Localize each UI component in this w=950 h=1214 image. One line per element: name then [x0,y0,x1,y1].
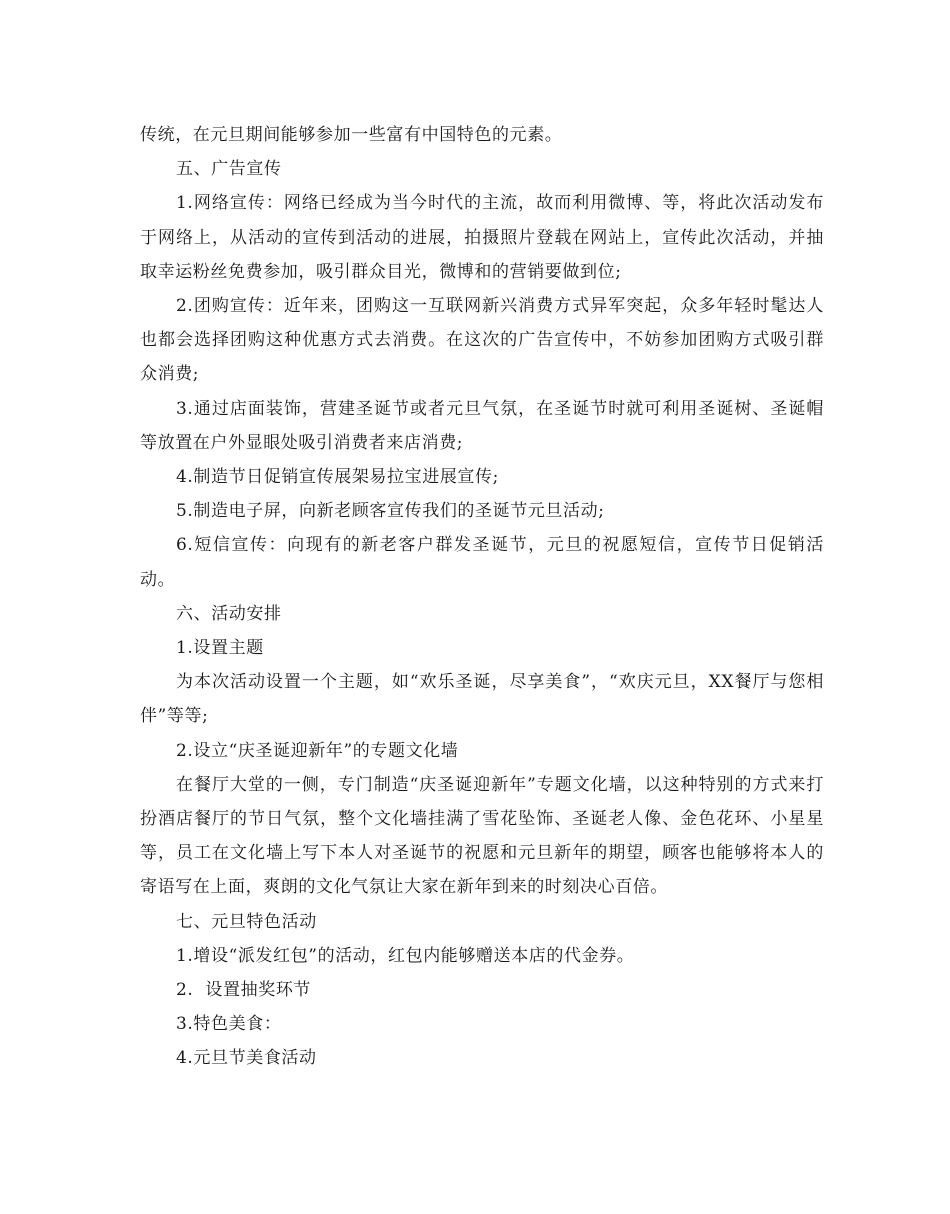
paragraph-electronic-screen: 5.制造电子屏，向新老顾客宣传我们的圣诞节元旦活动; [176,501,605,522]
paragraph-special-food: 3.特色美食： [176,1014,282,1035]
paragraph-continuation: 传统，在元旦期间能够参加一些富有中国特色的元素。 [140,125,563,145]
paragraph-food-event: 4.元旦节美食活动 [176,1048,317,1069]
paragraph-culture-wall: 在餐厅大堂的一侧，专门制造“庆圣诞迎新年”专题文化墙，以这种特别的方式来打扮酒店餐厅的节日气氛，整个文化墙挂满了雪花坠饰、圣诞老人像、金色花环、小星星等，员工在文化墙上写下本人对圣诞节的祝愿和元旦新年的期望，顾客也能够将本人的寄语写在上面，爽朗的文化气氛让大家在新年到来的时刻决心百倍。 [140,774,824,898]
paragraph-store-decoration: 3.通过店面装饰，营建圣诞节或者元旦气氛，在圣诞节时就可利用圣诞树、圣诞帽等放置在户外显眼处吸引消费者来店消费; [140,398,824,453]
paragraph-display-stand: 4.制造节日促销宣传展架易拉宝进展宣传; [176,467,499,488]
paragraph-sms-promotion: 6.短信宣传：向现有的新老客户群发圣诞节，元旦的祝愿短信，宣传节日促销活动。 [140,535,824,590]
paragraph-theme: 为本次活动设置一个主题，如“欢乐圣诞，尽享美食”，“欢庆元旦，XX餐厅与您相伴”等等; [140,672,824,727]
subheading-theme: 1.设置主题 [176,638,264,659]
subheading-culture-wall: 2.设立“庆圣诞迎新年”的专题文化墙 [176,740,459,761]
section-heading-new-year-activities: 七、元旦特色活动 [176,911,317,932]
section-heading-arrangement: 六、活动安排 [176,603,282,624]
paragraph-group-buying: 2.团购宣传：近年来，团购这一互联网新兴消费方式异军突起，众多年轻时髦达人也都会选择团购这种优惠方式去消费。在这次的广告宣传中，不妨参加团购方式吸引群众消费; [140,296,824,385]
paragraph-red-envelope: 1.增设“派发红包”的活动，红包内能够赠送本店的代金券。 [176,945,635,966]
paragraph-lottery: 2. 设置抽奖环节 [176,980,312,1001]
document-body [140,118,824,1076]
paragraph-online-promotion: 1.网络宣传：网络已经成为当今时代的主流，故而利用微博、等，将此次活动发布于网络上，从活动的宣传到活动的进展，拍摄照片登载在网站上，宣传此次活动，并抽取幸运粉丝免费参加，吸引群众目光，微博和的营销要做到位; [140,193,824,282]
section-heading-advertising: 五、广告宣传 [176,159,282,180]
